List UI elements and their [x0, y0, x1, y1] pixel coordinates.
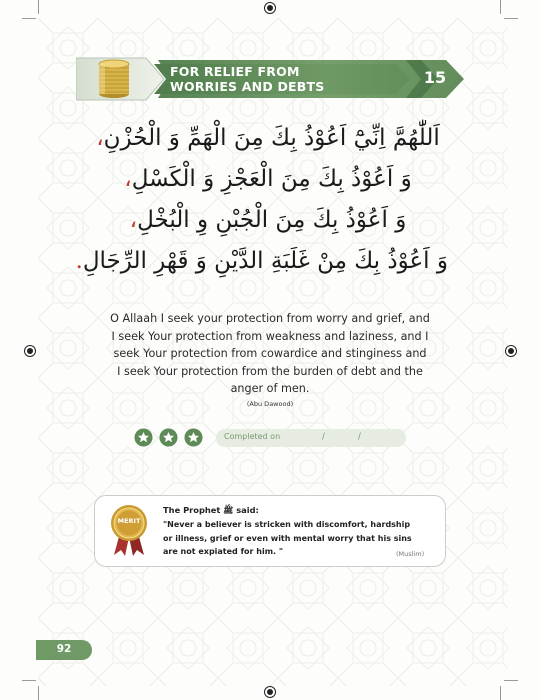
translation-line: I seek Your protection from the burden of debt and the	[117, 364, 423, 378]
hadith-line: are not expiated for him. "	[163, 547, 284, 556]
dua-translation	[92, 310, 448, 398]
translation-line: seek Your protection from cowardice and stinginess and	[113, 347, 427, 360]
registration-mark-bottom	[264, 686, 276, 698]
crop-mark	[504, 680, 518, 681]
registration-mark-top	[264, 2, 276, 14]
arabic-line-text: وَ اَعُوْذُ بِكَ مِنْ غَلَبَةِ الدَّيْنِ وَ قَهْرِ الرِّجَالِ	[82, 248, 448, 274]
translation-line: O Allaah I seek your protection from worry and grief, and	[110, 312, 430, 325]
arabic-comma: ،	[124, 166, 132, 192]
hadith-line: "Never a believer is stricken with discomfort, hardship	[163, 520, 411, 529]
arabic-line	[88, 159, 448, 200]
merit-badge-label: MERIT	[117, 517, 141, 525]
star-icon[interactable]	[159, 428, 178, 447]
arabic-line	[88, 200, 448, 241]
dua-title	[170, 64, 400, 94]
hadith-intro: The Prophet ﷺ said:	[163, 505, 259, 515]
hadith-line: or illness, grief or even with mental worry that his sins	[163, 533, 412, 543]
hadith-source: (Muslim)	[396, 550, 425, 558]
dua-source: (Abu Dawood)	[246, 400, 294, 408]
crop-mark	[22, 680, 36, 681]
registration-mark-right	[505, 345, 517, 357]
gold-coin-stack-icon	[82, 52, 152, 102]
star-icon[interactable]	[184, 428, 203, 447]
arabic-full-stop: .	[75, 248, 83, 274]
crop-mark	[22, 18, 36, 19]
dua-title-line-2: WORRIES AND DEBTS	[170, 79, 325, 94]
star-rating	[134, 428, 214, 448]
arabic-comma: ،	[96, 125, 104, 151]
dua-number: 15	[423, 68, 447, 87]
date-separator: /	[322, 432, 325, 442]
arabic-line	[75, 241, 448, 282]
translation-line: I seek Your protection from weakness and laziness, and I	[111, 329, 429, 343]
arabic-line-text: وَ اَعُوْذُ بِكَ مِنَ الْجُبْنِ وِ الْبُخْلِ	[137, 207, 407, 233]
arabic-comma: ،	[129, 207, 138, 233]
merit-medal-icon	[108, 503, 150, 557]
page-number: 92	[56, 643, 72, 655]
registration-mark-left	[24, 345, 36, 357]
arabic-line-text: اَللّٰهُمَّ اِنِّيْٓ اَعُوْذُ بِكَ مِنَ الْهَمِّ وَ الْحُزْنِ	[103, 125, 440, 151]
crop-mark	[38, 0, 39, 14]
completed-on-label: Completed on	[224, 432, 281, 441]
arabic-line-text: وَ اَعُوْذُ بِكَ مِنَ الْعَجْزِ وَ الْكَسْلِ	[131, 166, 412, 192]
completed-on-field[interactable]	[216, 429, 406, 447]
arabic-dua	[75, 118, 448, 282]
arabic-line	[88, 118, 448, 159]
crop-mark	[38, 686, 39, 700]
crop-mark	[500, 0, 501, 14]
dua-title-line-1: FOR RELIEF FROM	[170, 64, 300, 79]
translation-line: anger of men.	[230, 382, 310, 395]
star-icon[interactable]	[134, 428, 153, 447]
date-separator: /	[358, 432, 361, 442]
hadith-text	[163, 518, 428, 559]
crop-mark	[504, 18, 518, 19]
crop-mark	[500, 686, 501, 700]
